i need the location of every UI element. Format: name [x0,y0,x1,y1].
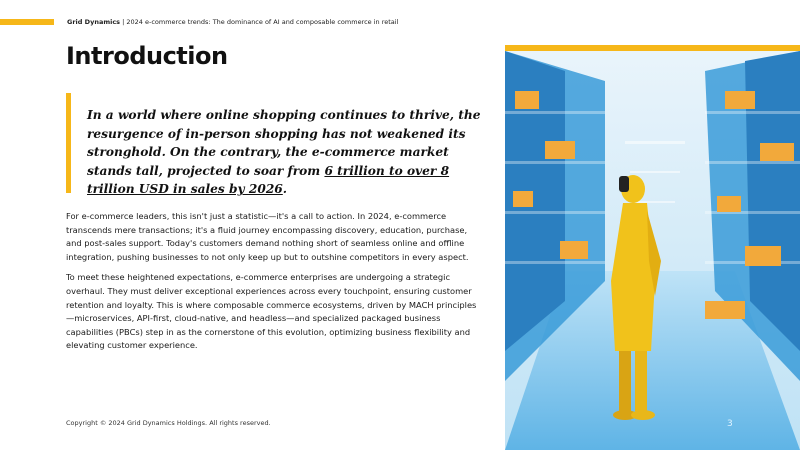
pull-quote [87,106,487,199]
body-paragraph-2: To meet these heightened expectations, e-commerce enterprises are undergoing a strategic overhaul. They must deliver exceptional experiences across every touchpoint, ensuring customer retention and loyalty. This is where composable commerce ecosystems, driven by MACH principles—microservices, API-first, cloud-native, and headless—and specialized packaged business capabilities (PBCs) step in as the cornerstone of this evolution, optimizing business flexibility and elevating customer experience. [66,272,477,351]
header-separator: | [120,18,127,26]
copyright-footer: Copyright © 2024 Grid Dynamics Holdings. All rights reserved. [66,419,271,427]
warehouse-scene-svg [505,51,800,450]
body-paragraph-1: For e-commerce leaders, this isn't just a statistic—it's a call to action. In 2024, e-commerce transcends mere transactions; it's a fluid journey encompassing discovery, education, purchase, and post-sales support. Today's customers demand nothing short of seamless online and offline integration, pushing businesses to not only keep up but to outshine competitors in every aspect. [66,211,469,262]
page-number: 3 [727,419,733,429]
pull-quote-link[interactable]: 6 trillion to over 8 trillion USD in sales by 2026 [87,163,450,197]
brand-name: Grid Dynamics [67,18,121,26]
document-title: 2024 e-commerce trends: The dominance of AI and composable commerce in retail [126,18,399,26]
header-accent-bar [0,19,54,25]
pull-quote-text: In a world where online shopping continues to thrive, the resurgence of in-person shopping has not weakened its stronghold. On the contrary, the e-commerce market stands tall, projected to soar from [87,108,481,178]
pull-quote-end: . [282,182,288,197]
document-header [67,18,398,26]
quote-accent-bar [66,93,71,193]
body-text [66,210,478,360]
page-title: Introduction [66,42,228,70]
warehouse-illustration [505,51,800,450]
